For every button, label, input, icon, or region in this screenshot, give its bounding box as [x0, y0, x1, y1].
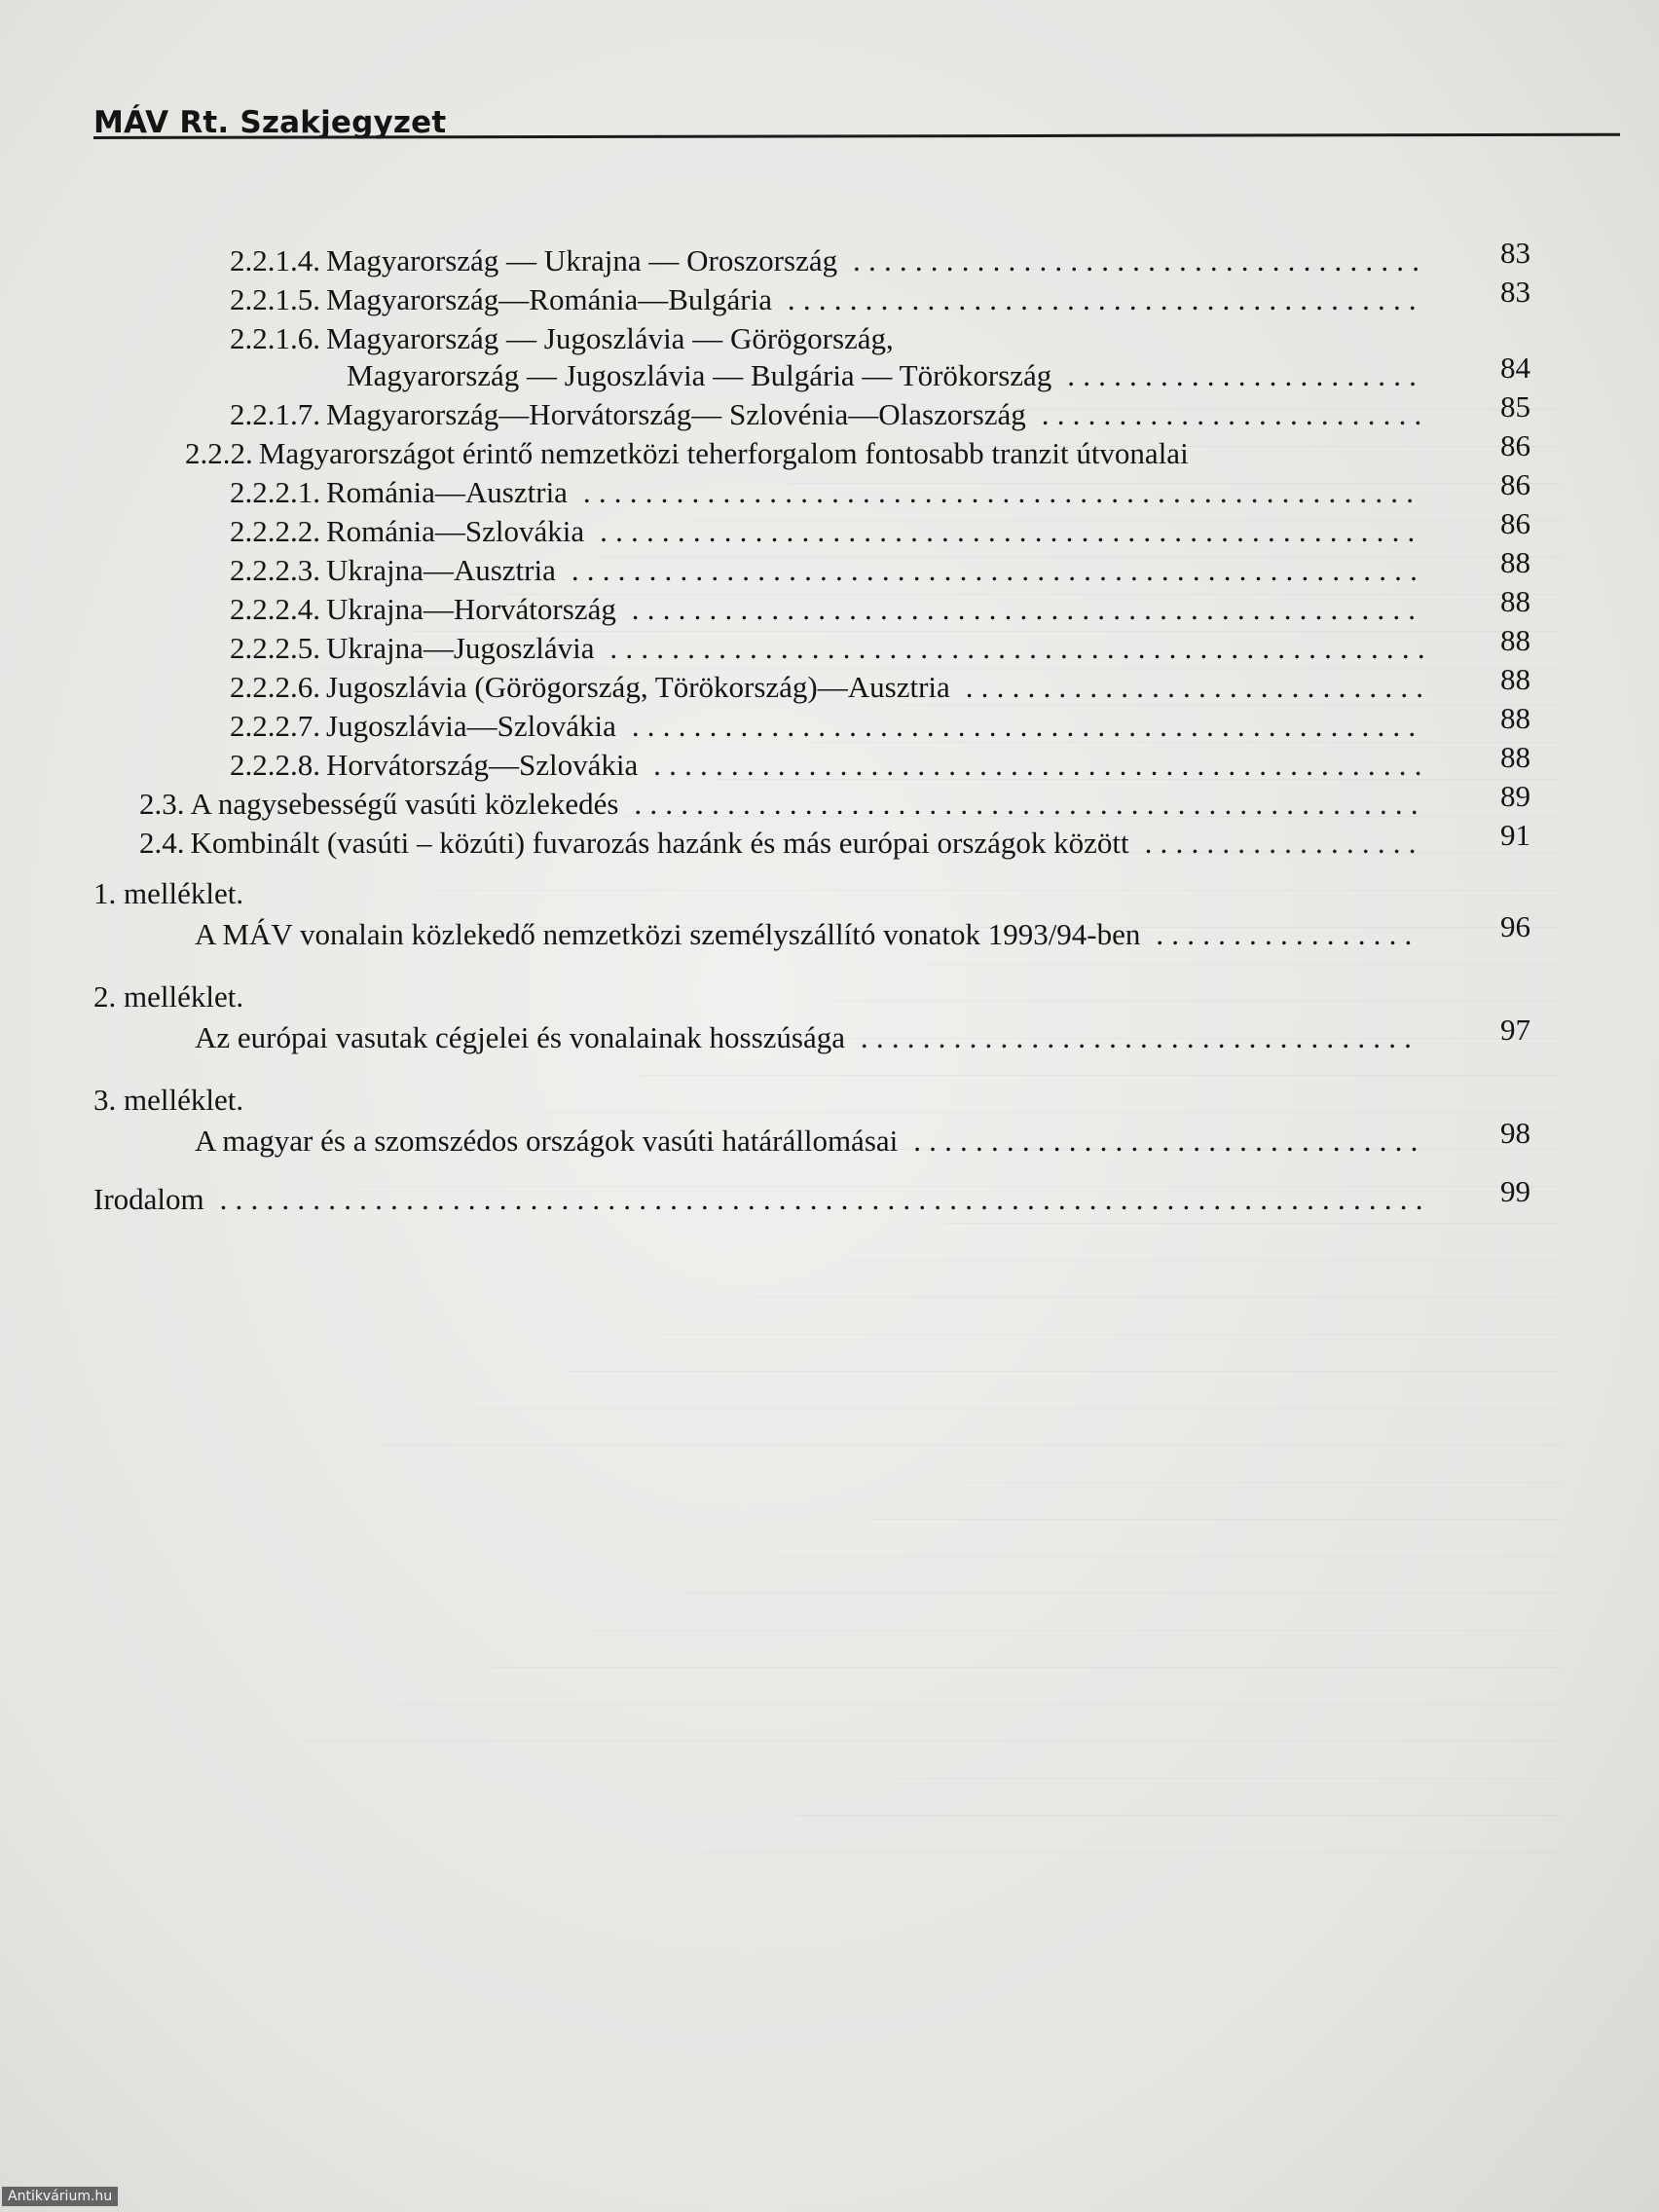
appendix-2-entry — [195, 1018, 1419, 1057]
dot-leader: .............................. — [949, 670, 1432, 704]
toc-entry-number: 2.2.1.6. — [230, 321, 320, 355]
toc-page-number: 86 — [1500, 506, 1530, 540]
dot-leader: ......................................... — [771, 282, 1424, 316]
toc-entry-number: 2.3. — [139, 787, 185, 821]
toc-entry-label: A nagysebességű vasúti közlekedés — [190, 787, 619, 821]
dot-leader: ................................. — [898, 1124, 1426, 1158]
toc-entry-2-2-2 — [185, 434, 1189, 473]
toc-page-number: 88 — [1500, 545, 1530, 579]
toc-entry-2-2-2-6 — [230, 668, 1431, 707]
toc-entry-2-2-1-7 — [230, 395, 1430, 434]
toc-entry-label: Magyarország — Jugoszlávia — Bulgária — Törökország — [347, 358, 1052, 392]
toc-entry-label: Az európai vasutak cégjelei és vonalainak hosszúsága — [195, 1020, 845, 1054]
toc-page-number: 83 — [1500, 236, 1530, 270]
appendix-1-entry — [195, 915, 1420, 954]
toc-page-number: 97 — [1500, 1013, 1530, 1047]
dot-leader: ....................................................... — [555, 553, 1426, 587]
toc-entry-2-4 — [139, 824, 1424, 863]
toc-page-number: 99 — [1500, 1174, 1530, 1208]
toc-entry-label: Románia—Ausztria — [326, 475, 568, 509]
dot-leader: ................................................... — [615, 592, 1424, 626]
toc-entry-number: 2.2.1.7. — [230, 397, 320, 431]
toc-page-number: 88 — [1500, 662, 1530, 696]
toc-entry-2-2-2-8 — [230, 746, 1430, 785]
toc-page-number: 96 — [1500, 909, 1530, 943]
dot-leader: ..................................................... — [584, 514, 1423, 548]
toc-page-number: 85 — [1500, 389, 1530, 424]
toc-entry-label: A MÁV vonalain közlekedő nemzetközi személyszállító vonatok 1993/94-ben — [195, 917, 1141, 951]
toc-entry-label: Magyarországot érintő nemzetközi teherforgalom fontosabb tranzit útvonalai — [258, 436, 1189, 470]
dot-leader: ...................................................... — [567, 475, 1422, 509]
toc-entry-2-2-2-1 — [230, 473, 1421, 512]
toc-page-number: 91 — [1500, 818, 1530, 852]
watermark: Antikvárium.hu — [2, 2187, 118, 2206]
toc-entry-label: Ukrajna—Horvátország — [326, 592, 616, 626]
toc-entry-2-3 — [139, 785, 1426, 824]
toc-entry-2-2-2-4 — [230, 590, 1423, 629]
toc-entry-number: 2.2.2.3. — [230, 553, 320, 587]
appendix-3-entry — [195, 1122, 1426, 1161]
running-header-title: MÁV Rt. Szakjegyzet — [93, 105, 447, 140]
toc-entry-2-2-1-5 — [230, 280, 1424, 319]
toc-entry-2-2-2-2 — [230, 512, 1422, 551]
dot-leader: .............................................................................. — [203, 1182, 1431, 1216]
toc-page-number: 88 — [1500, 701, 1530, 735]
toc-entry-label: Horvátország—Szlovákia — [326, 748, 639, 782]
dot-leader: .................................................. — [638, 748, 1430, 782]
dot-leader: ..................................... — [837, 243, 1428, 277]
dot-leader: ................................................... — [618, 787, 1426, 821]
toc-page-number: 88 — [1500, 740, 1530, 774]
toc-entry-label: Magyarország—Románia—Bulgária — [326, 282, 772, 316]
toc-entry-number: 2.2.2.1. — [230, 475, 320, 509]
toc-entry-number: 2.4. — [139, 826, 185, 860]
toc-page-number: 89 — [1500, 779, 1530, 813]
toc-page-number: 86 — [1500, 467, 1530, 501]
toc-entry-label: Kombinált (vasúti – közúti) fuvarozás hazánk és más európai országok között — [190, 826, 1129, 860]
toc-entry-label: Magyarország—Horvátország— Szlovénia—Olaszország — [326, 397, 1026, 431]
toc-entry-number: 2.2.2.8. — [230, 748, 320, 782]
toc-page-number: 88 — [1500, 623, 1530, 657]
appendix-2-heading: 2. melléklet. — [93, 979, 244, 1014]
toc-entry-label: Ukrajna—Jugoszlávia — [326, 631, 595, 665]
dot-leader: ................. — [1140, 917, 1420, 951]
toc-page-number: 88 — [1500, 584, 1530, 618]
toc-entry-number: 2.2.2.4. — [230, 592, 320, 626]
toc-entry-label: Jugoszlávia—Szlovákia — [326, 709, 616, 743]
dot-leader: .................................... — [844, 1020, 1420, 1054]
dot-leader: ................................................... — [615, 709, 1424, 743]
toc-entry-number: 2.2.2.6. — [230, 670, 320, 704]
dot-leader: ......................... — [1025, 397, 1430, 431]
toc-entry-number: 2.2.2.2. — [230, 514, 320, 548]
toc-entry-2-2-2-5 — [230, 629, 1433, 668]
toc-entry-number: 2.2.2.5. — [230, 631, 320, 665]
appendix-1-heading: 1. melléklet. — [93, 876, 244, 910]
toc-entry-label: Jugoszlávia (Görögország, Törökország)—Ausztria — [326, 670, 950, 704]
toc-entry-label: Magyarország — Jugoszlávia — Görögország, — [326, 321, 894, 355]
toc-entry-number: 2.2.2.7. — [230, 709, 320, 743]
toc-entry-2-2-1-6a — [230, 319, 894, 358]
toc-entry-label: A magyar és a szomszédos országok vasúti határállomásai — [195, 1124, 899, 1158]
toc-entry-label: Irodalom — [93, 1182, 204, 1216]
toc-entry-number: 2.2.1.5. — [230, 282, 320, 316]
toc-page-number: 84 — [1500, 350, 1530, 385]
toc-entry-number: 2.2.2. — [185, 436, 253, 470]
toc-entry-2-2-1-4 — [230, 241, 1427, 280]
toc-page-number: 86 — [1500, 428, 1530, 462]
toc-entry-bibliography — [93, 1180, 1431, 1219]
toc-entry-label: Románia—Szlovákia — [326, 514, 585, 548]
toc-entry-2-2-1-6b — [347, 356, 1424, 395]
appendix-3-heading: 3. melléklet. — [93, 1083, 244, 1117]
dot-leader: .................. — [1128, 826, 1424, 860]
toc-page-number: 83 — [1500, 275, 1530, 309]
toc-entry-2-2-2-7 — [230, 707, 1423, 746]
toc-entry-label: Magyarország — Ukrajna — Oroszország — [326, 243, 838, 277]
toc-entry-number: 2.2.1.4. — [230, 243, 320, 277]
dot-leader: ..................................................... — [594, 631, 1433, 665]
toc-page-number: 98 — [1500, 1116, 1530, 1150]
toc-entry-label: Ukrajna—Ausztria — [326, 553, 556, 587]
dot-leader: ....................... — [1051, 358, 1425, 392]
toc-entry-2-2-2-3 — [230, 551, 1425, 590]
